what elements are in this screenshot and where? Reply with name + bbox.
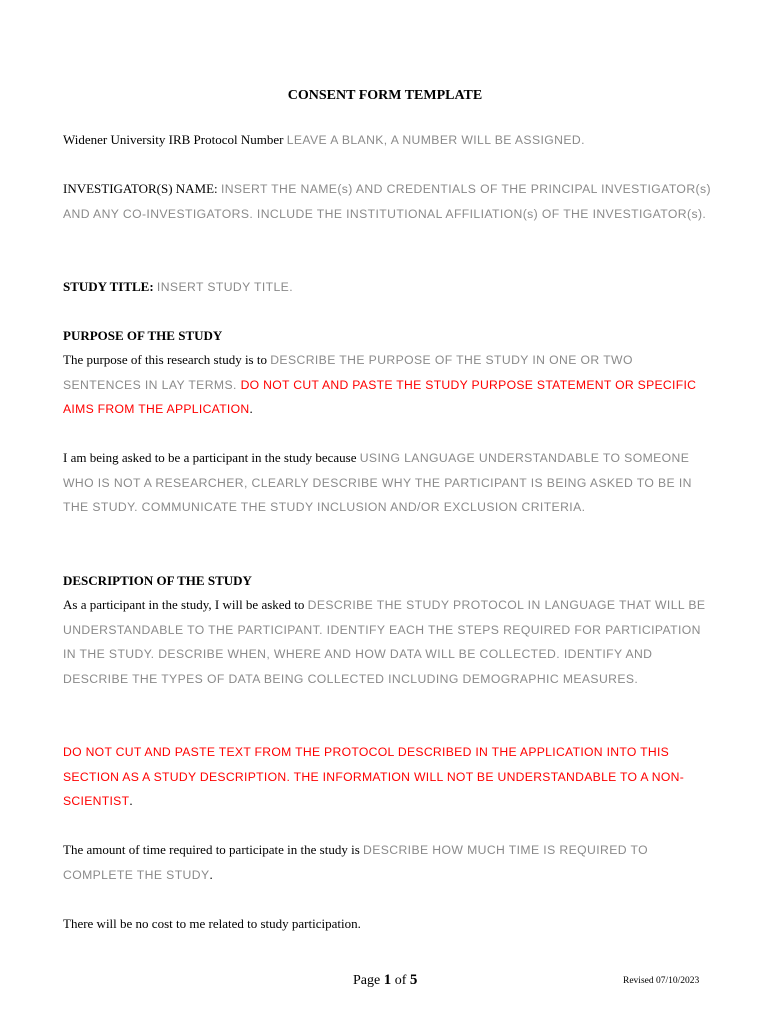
document-title: CONSENT FORM TEMPLATE (287, 88, 483, 103)
irb-label: Widener University IRB Protocol Number (63, 132, 287, 147)
of-label: of (391, 973, 410, 988)
description-paragraph (63, 593, 713, 691)
purpose-heading: PURPOSE OF THE STUDY (63, 328, 223, 343)
time-instruction: DESCRIBE HOW MUCH TIME IS REQUIRED TO COMPLETE THE STUDY (63, 843, 648, 882)
revision-date: Revised 07/10/2023 (623, 976, 700, 986)
investigators-paragraph (63, 177, 713, 226)
purpose-paragraph (63, 348, 713, 422)
page-label: Page (353, 973, 384, 988)
irb-protocol-line (63, 128, 713, 153)
investigators-instruction: INSERT THE NAME(s) AND CREDENTIALS OF THE PRINCIPAL INVESTIGATOR(s) AND ANY CO-INVESTIGATORS. INCLUDE THE INSTITUTIONAL AFFILIATION(s) OF THE INVESTIGATOR(s). (63, 182, 711, 221)
study-title-line (63, 275, 713, 300)
time-text: The amount of time required to participate in the study is (63, 842, 364, 857)
total-pages: 5 (409, 972, 418, 988)
investigators-label: INVESTIGATOR(S) NAME: (63, 181, 221, 196)
participant-reason-text: I am being asked to be a participant in the study because (63, 450, 360, 465)
study-title-label: STUDY TITLE: (63, 279, 154, 294)
time-paragraph (63, 838, 713, 887)
time-end: . (209, 866, 213, 882)
purpose-instruction: DESCRIBE THE PURPOSE OF THE STUDY IN ONE OR TWO SENTENCES IN LAY TERMS. (63, 353, 633, 392)
description-warning: DO NOT CUT AND PASTE TEXT FROM THE PROTOCOL DESCRIBED IN THE APPLICATION INTO THIS SECTION AS A STUDY DESCRIPTION. THE INFORMATION WILL NOT BE UNDERSTANDABLE TO A NON-SCIENTIST (63, 745, 685, 808)
description-warning-paragraph (63, 740, 713, 814)
description-heading: DESCRIPTION OF THE STUDY (63, 573, 252, 588)
purpose-end: . (249, 401, 253, 416)
description-text: As a participant in the study, I will be asked to (63, 597, 308, 612)
irb-instruction: LEAVE A BLANK, A NUMBER WILL BE ASSIGNED. (286, 133, 585, 147)
cost-paragraph: There will be no cost to me related to study participation. (63, 916, 361, 931)
page-number (353, 972, 417, 989)
purpose-warning: DO NOT CUT AND PASTE THE STUDY PURPOSE STATEMENT OR SPECIFIC AIMS FROM THE APPLICATION (63, 377, 697, 416)
participant-reason-instruction: USING LANGUAGE UNDERSTANDABLE TO SOMEONE WHO IS NOT A RESEARCHER, CLEARLY DESCRIBE WHY THE PARTICIPANT IS BEING ASKED TO BE IN THE STUDY. COMMUNICATE THE STUDY INCLUSION AND/OR EXCLUSION CRITERIA. (63, 451, 692, 514)
current-page: 1 (383, 972, 392, 988)
study-title-instruction: INSERT STUDY TITLE. (156, 280, 293, 294)
purpose-text: The purpose of this research study is to (63, 352, 271, 367)
description-instruction: DESCRIBE THE STUDY PROTOCOL IN LANGUAGE THAT WILL BE UNDERSTANDABLE TO THE PARTICIPANT. IDENTIFY EACH THE STEPS REQUIRED FOR PARTICIPATION IN THE STUDY. DESCRIBE WHEN, WHERE AND HOW DATA WILL BE COLLECTED. IDENTIFY AND DESCRIBE THE TYPES OF DATA BEING COLLECTED INCLUDING DEMOGRAPHIC MEASURES. (63, 598, 706, 686)
participant-reason-paragraph (63, 446, 713, 520)
description-warning-end: . (129, 793, 133, 808)
